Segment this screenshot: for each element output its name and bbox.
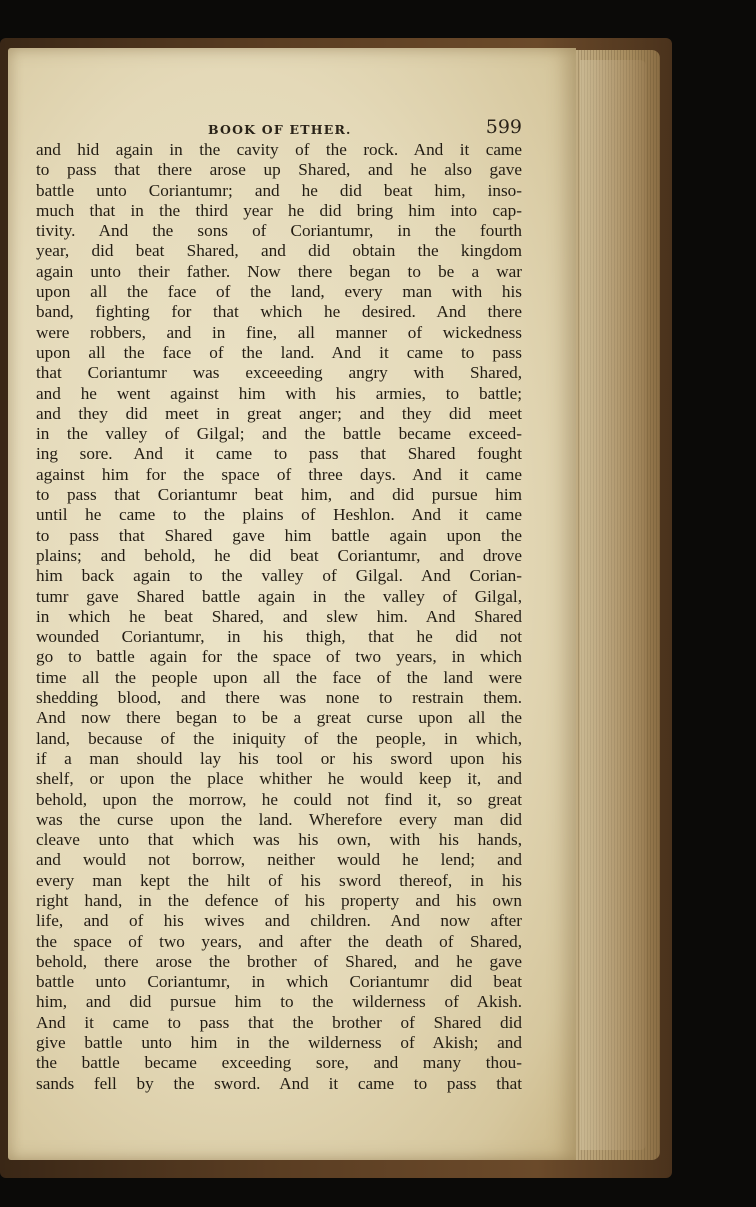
text-line: life, and of his wives and children. And now after — [36, 911, 522, 931]
text-line: give battle unto him in the wilderness of Akish; and — [36, 1033, 522, 1053]
text-line: wounded Coriantumr, in his thigh, that he did not — [36, 627, 522, 647]
text-line: tivity. And the sons of Coriantumr, in the fourth — [36, 221, 522, 241]
text-line: against him for the space of three days. And it came — [36, 464, 522, 484]
running-head: BOOK OF ETHER. — [208, 122, 352, 137]
text-line: until he came to the plains of Heshlon. And it came — [36, 505, 522, 525]
text-line: go to battle again for the space of two years, in which — [36, 647, 522, 667]
text-line: battle unto Coriantumr; and he did beat him, inso- — [36, 180, 522, 200]
text-line: tumr gave Shared battle again in the valley of Gilgal, — [36, 586, 522, 606]
text-line: cleave unto that which was his own, with his hands, — [36, 830, 522, 850]
page-body-text — [36, 140, 522, 1094]
text-line: and they did meet in great anger; and they did meet — [36, 403, 522, 423]
text-line: in the valley of Gilgal; and the battle became exceed- — [36, 424, 522, 444]
text-line: upon all the face of the land, every man with his — [36, 282, 522, 302]
text-line: land, because of the iniquity of the people, in which, — [36, 728, 522, 748]
text-line: sands fell by the sword. And it came to pass that — [36, 1073, 522, 1093]
text-line: year, did beat Shared, and did obtain the kingdom — [36, 241, 522, 261]
text-line: And it came to pass that the brother of Shared did — [36, 1012, 522, 1032]
text-line: if a man should lay his tool or his sword upon his — [36, 748, 522, 768]
text-line: battle unto Coriantumr, in which Coriantumr did beat — [36, 972, 522, 992]
text-line: to pass that there arose up Shared, and he also gave — [36, 160, 522, 180]
text-line: and would not borrow, neither would he lend; and — [36, 850, 522, 870]
text-line: time all the people upon all the face of the land were — [36, 667, 522, 687]
page-number: 599 — [485, 116, 522, 138]
text-line: shelf, or upon the place whither he would keep it, and — [36, 769, 522, 789]
text-line: to pass that Coriantumr beat him, and did pursue him — [36, 485, 522, 505]
text-line: that Coriantumr was exceeeding angry with Shared, — [36, 363, 522, 383]
text-line: was the curse upon the land. Wherefore every man did — [36, 809, 522, 829]
text-line: ing sore. And it came to pass that Shared fought — [36, 444, 522, 464]
text-line: him back again to the valley of Gilgal. And Corian- — [36, 566, 522, 586]
text-line: the space of two years, and after the death of Shared, — [36, 931, 522, 951]
text-line: him, and did pursue him to the wilderness of Akish. — [36, 992, 522, 1012]
page-edges-shading — [580, 60, 646, 1150]
text-line: in which he beat Shared, and slew him. And Shared — [36, 606, 522, 626]
text-line: And now there began to be a great curse upon all the — [36, 708, 522, 728]
text-line: were robbers, and in fine, all manner of wickedness — [36, 322, 522, 342]
text-line: much that in the third year he did bring him into cap- — [36, 200, 522, 220]
text-line: upon all the face of the land. And it came to pass — [36, 342, 522, 362]
text-line: to pass that Shared gave him battle again upon the — [36, 525, 522, 545]
text-line: again unto their father. Now there began to be a war — [36, 261, 522, 281]
text-line: plains; and behold, he did beat Coriantumr, and drove — [36, 545, 522, 565]
text-line: behold, upon the morrow, he could not find it, so great — [36, 789, 522, 809]
text-line: and he went against him with his armies, to battle; — [36, 383, 522, 403]
text-line: and hid again in the cavity of the rock. And it came — [36, 140, 522, 159]
text-line: every man kept the hilt of his sword thereof, in his — [36, 870, 522, 890]
book-page — [8, 48, 576, 1160]
text-line: shedding blood, and there was none to restrain them. — [36, 688, 522, 708]
text-line: right hand, in the defence of his property and his own — [36, 890, 522, 910]
text-line: band, fighting for that which he desired. And there — [36, 302, 522, 322]
text-line: the battle became exceeding sore, and many thou- — [36, 1053, 522, 1073]
text-line: behold, there arose the brother of Shared, and he gave — [36, 951, 522, 971]
